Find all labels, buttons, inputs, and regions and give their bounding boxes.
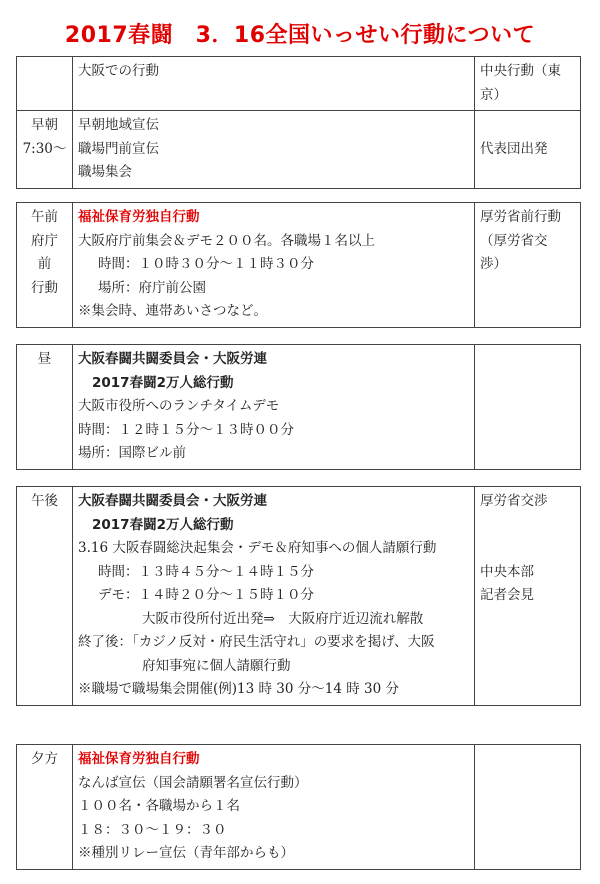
noon-line: 時間：１２時１５分～１３時００分 — [78, 421, 294, 438]
header-osaka-cell — [73, 57, 475, 111]
evening-line: １８：３０～１９：３０ — [78, 821, 227, 838]
header-osaka-label: 大阪での行動 — [78, 63, 159, 79]
am-central-line: 渉） — [480, 256, 507, 272]
pm-line: 終了後：「カジノ反対・府民生活守れ」の要求を掲げ、大阪 — [78, 634, 435, 650]
pm-osaka-cell — [73, 487, 475, 706]
evening-osaka-cell — [73, 745, 475, 870]
am-osaka-cell — [73, 203, 475, 328]
noon-line: 場所：国際ビル前 — [78, 445, 186, 461]
pm-time-cell — [17, 487, 73, 706]
noon-line: 大阪市役所へのランチタイムデモ — [78, 398, 280, 414]
am-central-line: 厚労省前行動 — [480, 209, 561, 225]
morning-time-2: 7:30～ — [22, 140, 67, 157]
schedule-table-header-morning — [16, 56, 581, 189]
am-line: ※集会時、連帯あいさつなど。 — [78, 303, 267, 319]
evening-heading: 福祉保育労独自行動 — [78, 751, 200, 767]
am-line: 場所：府庁前公園 — [98, 279, 206, 296]
morning-osaka-cell — [73, 111, 475, 189]
noon-central-cell — [475, 345, 581, 470]
header-time-cell — [17, 57, 73, 111]
morning-item: 早朝地域宣伝 — [78, 117, 159, 133]
am-central-line: （厚労省交 — [480, 232, 548, 249]
am-central-cell — [475, 203, 581, 328]
schedule-table-evening — [16, 744, 581, 870]
morning-time-1: 早朝 — [31, 117, 58, 133]
am-time-line: 行動 — [31, 279, 58, 296]
morning-central-cell — [475, 111, 581, 189]
header-central-label-2: 京） — [480, 86, 507, 103]
am-line: 大阪府庁前集会＆デモ２００名。各職場１名以上 — [78, 232, 375, 249]
noon-time: 昼 — [37, 351, 52, 367]
morning-time-cell — [17, 111, 73, 189]
am-time-line: 午前 — [31, 209, 58, 225]
pm-central-cell — [475, 487, 581, 706]
pm-central-line: 厚労省交渉 — [480, 493, 548, 509]
noon-time-cell — [17, 345, 73, 470]
pm-heading: 大阪春闘共闘委員会・大阪労連 — [78, 493, 267, 509]
pm-line: 時間：１３時４５分～１４時１５分 — [98, 563, 314, 580]
pm-line: 3.16 大阪春闘総決起集会・デモ＆府知事への個人請願行動 — [78, 540, 437, 556]
evening-line: １００名・各職場から１名 — [78, 798, 240, 814]
noon-row — [17, 345, 581, 470]
schedule-table-pm — [16, 486, 581, 706]
evening-line: ※種別リレー宣伝（青年部からも） — [78, 845, 294, 861]
evening-row — [17, 745, 581, 870]
pm-subheading: 2017春闘2万人総行動 — [92, 516, 234, 533]
pm-row — [17, 487, 581, 706]
evening-time-cell — [17, 745, 73, 870]
pm-line: ※職場で職場集会開催(例)13 時 30 分～14 時 30 分 — [78, 681, 399, 697]
evening-line: なんば宣伝（国会請願署名宣伝行動） — [78, 774, 308, 791]
pm-line: 府知事宛に個人請願行動 — [142, 657, 291, 674]
pm-line: デモ：１４時２０分～１５時１０分 — [98, 587, 314, 603]
noon-osaka-cell — [73, 345, 475, 470]
morning-item: 職場門前宣伝 — [78, 140, 159, 157]
header-row — [17, 57, 581, 111]
pm-time: 午後 — [31, 493, 58, 509]
evening-time: 夕方 — [31, 751, 58, 767]
noon-subheading: 2017春闘2万人総行動 — [92, 374, 234, 391]
pm-line: 大阪市役所付近出発⇒ 大阪府庁近辺流れ解散 — [142, 610, 424, 627]
morning-row — [17, 111, 581, 189]
morning-central: 代表団出発 — [480, 140, 548, 157]
schedule-table-am — [16, 202, 581, 328]
noon-heading: 大阪春闘共闘委員会・大阪労連 — [78, 351, 267, 367]
am-line: 時間：１０時３０分～１１時３０分 — [98, 256, 314, 272]
morning-item: 職場集会 — [78, 164, 132, 180]
header-central-label-1: 中央行動（東 — [480, 63, 561, 79]
am-heading: 福祉保育労独自行動 — [78, 209, 200, 225]
evening-central-cell — [475, 745, 581, 870]
pm-central-line: 記者会見 — [480, 587, 534, 603]
page-title: 2017春闘 3．16全国いっせい行動について — [64, 23, 536, 48]
am-row — [17, 203, 581, 328]
schedule-table-noon — [16, 344, 581, 470]
am-time-line: 府庁 — [31, 232, 58, 249]
am-time-line: 前 — [37, 256, 52, 272]
header-central-cell — [475, 57, 581, 111]
am-time-cell — [17, 203, 73, 328]
pm-central-line: 中央本部 — [480, 563, 534, 580]
